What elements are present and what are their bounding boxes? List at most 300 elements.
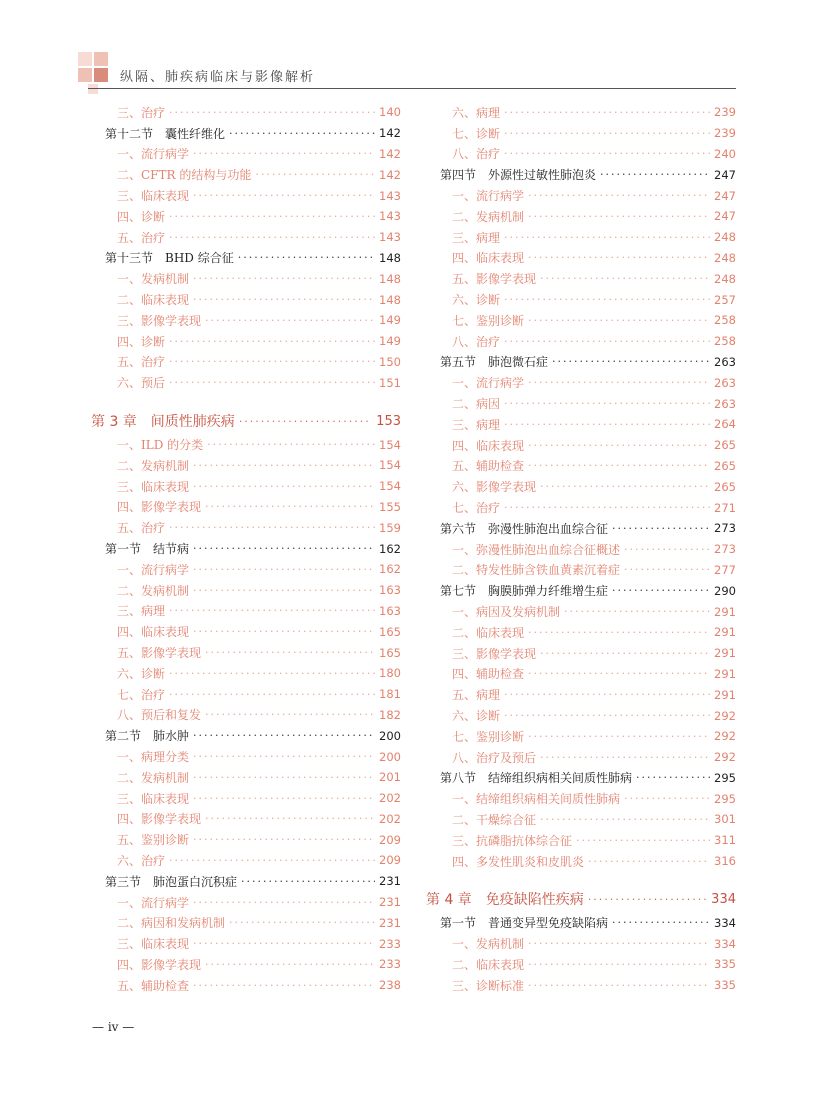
dot-leader bbox=[540, 751, 710, 764]
toc-section-entry[interactable] bbox=[426, 352, 736, 373]
dot-leader bbox=[193, 189, 375, 202]
toc-entry-title: 四、诊断 bbox=[117, 334, 166, 349]
toc-entry-title: 三、病理 bbox=[452, 417, 501, 432]
toc-entry-title: 四、影像学表现 bbox=[117, 812, 202, 827]
toc-entry-page: 316 bbox=[714, 854, 736, 869]
dot-leader bbox=[612, 584, 710, 597]
dot-leader bbox=[528, 376, 710, 389]
toc-right-column bbox=[426, 102, 736, 996]
dot-leader bbox=[169, 376, 375, 389]
toc-entry-page: 148 bbox=[379, 250, 401, 265]
dot-leader bbox=[540, 813, 710, 826]
toc-subsection-entry[interactable] bbox=[91, 455, 401, 476]
toc-entry-page: 143 bbox=[379, 188, 401, 203]
toc-subsection-entry[interactable] bbox=[426, 726, 736, 747]
toc-entry-page: 142 bbox=[379, 126, 401, 141]
toc-entry-page: 149 bbox=[379, 334, 401, 349]
toc-subsection-entry[interactable] bbox=[91, 310, 401, 331]
toc-subsection-entry[interactable] bbox=[91, 975, 401, 996]
toc-subsection-entry[interactable] bbox=[91, 559, 401, 580]
dot-leader bbox=[193, 937, 375, 950]
toc-subsection-entry[interactable] bbox=[426, 248, 736, 269]
toc-subsection-entry[interactable] bbox=[426, 123, 736, 144]
toc-subsection-entry[interactable] bbox=[91, 892, 401, 913]
dot-leader bbox=[205, 646, 375, 659]
dot-leader bbox=[528, 626, 710, 639]
dot-leader bbox=[528, 937, 710, 950]
toc-subsection-entry[interactable] bbox=[426, 476, 736, 497]
toc-entry-page: 202 bbox=[379, 791, 401, 806]
toc-entry-title: 七、鉴别诊断 bbox=[452, 313, 525, 328]
toc-entry-title: 三、病理 bbox=[117, 604, 166, 619]
toc-entry-page: 201 bbox=[379, 770, 401, 785]
dot-leader bbox=[169, 231, 375, 244]
toc-entry-page: 240 bbox=[714, 146, 736, 161]
toc-subsection-entry[interactable] bbox=[426, 144, 736, 165]
dot-leader bbox=[169, 210, 375, 223]
dot-leader bbox=[552, 355, 710, 368]
toc-entry-page: 181 bbox=[379, 687, 401, 702]
toc-subsection-entry[interactable] bbox=[91, 206, 401, 227]
toc-entry-page: 155 bbox=[379, 499, 401, 514]
toc-entry-title: 八、治疗 bbox=[452, 147, 501, 162]
toc-section-entry[interactable] bbox=[426, 164, 736, 185]
running-header-title: 纵隔、肺疾病临床与影像解析 bbox=[120, 70, 316, 85]
toc-entry-page: 247 bbox=[714, 209, 736, 224]
toc-entry-page: 311 bbox=[714, 833, 736, 848]
toc-entry-title: 一、发病机制 bbox=[117, 272, 190, 287]
toc-entry-title: 五、病理 bbox=[452, 688, 501, 703]
toc-entry-page: 295 bbox=[714, 791, 736, 806]
dot-leader bbox=[193, 896, 375, 909]
toc-entry-title: 一、弥漫性肺泡出血综合征概述 bbox=[452, 542, 621, 557]
toc-entry-title: 四、诊断 bbox=[117, 209, 166, 224]
toc-entry-title: 三、临床表现 bbox=[117, 189, 190, 204]
dot-leader bbox=[229, 127, 375, 140]
toc-entry-page: 271 bbox=[714, 500, 736, 515]
toc-subsection-entry[interactable] bbox=[426, 747, 736, 768]
toc-subsection-entry[interactable] bbox=[91, 809, 401, 830]
toc-entry-title: 二、发病机制 bbox=[117, 770, 190, 785]
toc-entry-page: 263 bbox=[714, 375, 736, 390]
toc-entry-title: 四、临床表现 bbox=[452, 438, 525, 453]
toc-entry-title: 第三节 肺泡蛋白沉积症 bbox=[105, 874, 238, 889]
toc-subsection-entry[interactable] bbox=[91, 372, 401, 393]
toc-subsection-entry[interactable] bbox=[426, 456, 736, 477]
toc-entry-title: 三、影像学表现 bbox=[452, 646, 537, 661]
toc-subsection-entry[interactable] bbox=[426, 289, 736, 310]
toc-subsection-entry[interactable] bbox=[426, 497, 736, 518]
toc-entry-page: 200 bbox=[379, 728, 401, 743]
toc-entry-page: 143 bbox=[379, 230, 401, 245]
dot-leader bbox=[528, 210, 710, 223]
dot-leader bbox=[193, 480, 375, 493]
toc-entry-page: 239 bbox=[714, 126, 736, 141]
toc-subsection-entry[interactable] bbox=[91, 497, 401, 518]
toc-entry-page: 148 bbox=[379, 271, 401, 286]
dot-leader bbox=[528, 958, 710, 971]
toc-entry-page: 148 bbox=[379, 292, 401, 307]
dot-leader bbox=[504, 709, 710, 722]
toc-subsection-entry[interactable] bbox=[91, 829, 401, 850]
toc-section-entry[interactable] bbox=[426, 912, 736, 933]
toc-entry-page: 154 bbox=[379, 479, 401, 494]
toc-subsection-entry[interactable] bbox=[426, 851, 736, 872]
toc-entry-title: 六、病理 bbox=[452, 105, 501, 120]
dot-leader bbox=[239, 415, 372, 428]
dot-leader bbox=[504, 293, 710, 306]
toc-entry-page: 153 bbox=[376, 413, 401, 429]
dot-leader bbox=[600, 168, 710, 181]
toc-entry-page: 291 bbox=[714, 687, 736, 702]
toc-entry-page: 238 bbox=[379, 978, 401, 993]
dot-leader bbox=[169, 355, 375, 368]
toc-subsection-entry[interactable] bbox=[91, 601, 401, 622]
toc-entry-title: 三、诊断标准 bbox=[452, 978, 525, 993]
dot-leader bbox=[528, 189, 710, 202]
dot-leader bbox=[540, 272, 710, 285]
dot-leader bbox=[528, 667, 710, 680]
toc-entry-title: 三、影像学表现 bbox=[117, 313, 202, 328]
dot-leader bbox=[504, 127, 710, 140]
toc-entry-page: 180 bbox=[379, 666, 401, 681]
toc-entry-title: 三、临床表现 bbox=[117, 791, 190, 806]
dot-leader bbox=[612, 916, 710, 929]
toc-subsection-entry[interactable] bbox=[426, 331, 736, 352]
toc-entry-title: 第六节 弥漫性肺泡出血综合征 bbox=[440, 521, 609, 536]
toc-entry-title: 四、辅助检查 bbox=[452, 667, 525, 682]
dot-leader bbox=[169, 106, 375, 119]
toc-entry-title: 五、辅助检查 bbox=[117, 978, 190, 993]
toc-subsection-entry[interactable] bbox=[426, 933, 736, 954]
toc-chapter-entry[interactable] bbox=[426, 888, 736, 910]
toc-entry-title: 六、治疗 bbox=[117, 853, 166, 868]
toc-entry-title: 二、临床表现 bbox=[452, 957, 525, 972]
toc-entry-title: 第七节 胸膜肺弹力纤维增生症 bbox=[440, 584, 609, 599]
toc-section-entry[interactable] bbox=[91, 725, 401, 746]
toc-entry-title: 五、鉴别诊断 bbox=[117, 833, 190, 848]
toc-entry-page: 273 bbox=[714, 542, 736, 557]
dot-leader bbox=[588, 855, 710, 868]
toc-entry-page: 231 bbox=[379, 895, 401, 910]
dot-leader bbox=[229, 916, 375, 929]
toc-subsection-entry[interactable] bbox=[426, 435, 736, 456]
toc-entry-page: 292 bbox=[714, 729, 736, 744]
dot-leader bbox=[169, 667, 375, 680]
toc-section-entry[interactable] bbox=[426, 580, 736, 601]
toc-entry-page: 334 bbox=[714, 936, 736, 951]
toc-entry-title: 二、发病机制 bbox=[452, 209, 525, 224]
toc-entry-page: 248 bbox=[714, 271, 736, 286]
toc-entry-page: 301 bbox=[714, 812, 736, 827]
toc-entry-page: 182 bbox=[379, 707, 401, 722]
toc-entry-title: 第十二节 囊性纤维化 bbox=[105, 126, 226, 141]
toc-subsection-entry[interactable] bbox=[91, 185, 401, 206]
toc-subsection-entry[interactable] bbox=[91, 580, 401, 601]
dot-leader bbox=[588, 893, 707, 906]
toc-entry-title: 六、诊断 bbox=[452, 709, 501, 723]
toc-entry-title: 第 4 章 免疫缺陷性疾病 bbox=[426, 892, 584, 909]
toc-entry-page: 200 bbox=[379, 749, 401, 764]
toc-entry-page: 143 bbox=[379, 209, 401, 224]
toc-subsection-entry[interactable] bbox=[91, 102, 401, 123]
dot-leader bbox=[169, 854, 375, 867]
dot-leader bbox=[504, 501, 710, 514]
toc-entry-title: 五、辅助检查 bbox=[452, 459, 525, 474]
toc-entry-title: 六、影像学表现 bbox=[452, 480, 537, 495]
toc-subsection-entry[interactable] bbox=[91, 227, 401, 248]
toc-subsection-entry[interactable] bbox=[426, 560, 736, 581]
toc-section-entry[interactable] bbox=[426, 518, 736, 539]
toc-entry-page: 239 bbox=[714, 105, 736, 120]
toc-entry-title: 二、发病机制 bbox=[117, 458, 190, 473]
toc-subsection-entry[interactable] bbox=[91, 705, 401, 726]
toc-subsection-entry[interactable] bbox=[91, 289, 401, 310]
toc-entry-title: 第十三节 BHD 综合征 bbox=[105, 251, 234, 266]
toc-entry-title: 一、ILD 的分类 bbox=[117, 438, 204, 453]
toc-subsection-entry[interactable] bbox=[426, 539, 736, 560]
toc-entry-title: 一、流行病学 bbox=[452, 376, 525, 391]
dot-leader bbox=[528, 439, 710, 452]
dot-leader bbox=[540, 647, 710, 660]
toc-subsection-entry[interactable] bbox=[426, 830, 736, 851]
toc-subsection-entry[interactable] bbox=[426, 622, 736, 643]
toc-entry-page: 140 bbox=[379, 105, 401, 120]
toc-entry-title: 三、临床表现 bbox=[117, 479, 190, 494]
dot-leader bbox=[205, 500, 375, 513]
toc-entry-title: 四、临床表现 bbox=[452, 251, 525, 266]
dot-leader bbox=[238, 251, 375, 264]
toc-subsection-entry[interactable] bbox=[91, 642, 401, 663]
toc-entry-page: 257 bbox=[714, 292, 736, 307]
toc-entry-page: 159 bbox=[379, 520, 401, 535]
toc-entry-title: 七、治疗 bbox=[452, 501, 501, 516]
toc-entry-title: 一、病因及发病机制 bbox=[452, 605, 561, 620]
dot-leader bbox=[576, 834, 710, 847]
toc-entry-page: 231 bbox=[379, 915, 401, 930]
toc-entry-title: 四、多发性肌炎和皮肌炎 bbox=[452, 854, 585, 869]
toc-entry-page: 273 bbox=[714, 521, 736, 536]
toc-subsection-entry[interactable] bbox=[426, 809, 736, 830]
toc-subsection-entry[interactable] bbox=[91, 933, 401, 954]
toc-subsection-entry[interactable] bbox=[91, 788, 401, 809]
dot-leader bbox=[612, 522, 710, 535]
toc-subsection-entry[interactable] bbox=[91, 268, 401, 289]
toc-entry-page: 154 bbox=[379, 437, 401, 452]
dot-leader bbox=[193, 833, 375, 846]
dot-leader bbox=[193, 293, 375, 306]
toc-entry-page: 265 bbox=[714, 438, 736, 453]
dot-leader bbox=[169, 335, 375, 348]
toc-section-entry[interactable] bbox=[91, 123, 401, 144]
toc-entry-title: 第 3 章 间质性肺疾病 bbox=[91, 414, 235, 431]
toc-subsection-entry[interactable] bbox=[91, 352, 401, 373]
toc-entry-title: 一、流行病学 bbox=[117, 147, 190, 162]
toc-chapter-entry[interactable] bbox=[91, 410, 401, 432]
toc-entry-title: 第五节 肺泡微石症 bbox=[440, 355, 549, 370]
dot-leader bbox=[193, 729, 375, 742]
toc-subsection-entry[interactable] bbox=[426, 954, 736, 975]
dot-leader bbox=[193, 771, 375, 784]
toc-entry-page: 202 bbox=[379, 811, 401, 826]
toc-entry-page: 264 bbox=[714, 417, 736, 432]
toc-subsection-entry[interactable] bbox=[426, 310, 736, 331]
toc-entry-page: 142 bbox=[379, 167, 401, 182]
toc-entry-page: 233 bbox=[379, 957, 401, 972]
toc-entry-page: 165 bbox=[379, 624, 401, 639]
toc-entry-title: 第四节 外源性过敏性肺泡炎 bbox=[440, 168, 597, 183]
toc-entry-page: 335 bbox=[714, 978, 736, 993]
toc-entry-title: 五、影像学表现 bbox=[452, 272, 537, 287]
toc-entry-title: 五、治疗 bbox=[117, 230, 166, 245]
toc-subsection-entry[interactable] bbox=[91, 621, 401, 642]
toc-entry-page: 150 bbox=[379, 354, 401, 369]
toc-subsection-entry[interactable] bbox=[426, 975, 736, 996]
toc-entry-title: 二、发病机制 bbox=[117, 583, 190, 598]
dot-leader bbox=[169, 688, 375, 701]
toc-subsection-entry[interactable] bbox=[426, 414, 736, 435]
toc-entry-title: 二、病因 bbox=[452, 397, 501, 412]
toc-subsection-entry[interactable] bbox=[426, 664, 736, 685]
toc-entry-title: 第八节 结缔组织病相关间质性肺病 bbox=[440, 771, 633, 786]
toc-entry-page: 258 bbox=[714, 313, 736, 328]
toc-entry-title: 三、病理 bbox=[452, 230, 501, 245]
dot-leader bbox=[193, 542, 375, 555]
toc-entry-page: 265 bbox=[714, 479, 736, 494]
dot-leader bbox=[193, 625, 375, 638]
toc-entry-page: 291 bbox=[714, 666, 736, 681]
toc-entry-title: 七、诊断 bbox=[452, 126, 501, 141]
toc-subsection-entry[interactable] bbox=[91, 684, 401, 705]
dot-leader bbox=[241, 875, 375, 888]
toc-entry-title: 二、特发性肺含铁血黄素沉着症 bbox=[452, 563, 621, 578]
toc-subsection-entry[interactable] bbox=[426, 206, 736, 227]
toc-entry-title: 五、治疗 bbox=[117, 355, 166, 370]
dot-leader bbox=[207, 438, 375, 451]
dot-leader bbox=[504, 335, 710, 348]
dot-leader bbox=[504, 397, 710, 410]
toc-entry-title: 二、临床表现 bbox=[452, 625, 525, 640]
toc-entry-title: 二、干燥综合征 bbox=[452, 812, 537, 827]
toc-entry-page: 248 bbox=[714, 230, 736, 245]
toc-subsection-entry[interactable] bbox=[91, 850, 401, 871]
toc-entry-title: 八、治疗及预后 bbox=[452, 750, 537, 765]
toc-entry-title: 一、结缔组织病相关间质性肺病 bbox=[452, 792, 621, 807]
toc-entry-page: 231 bbox=[379, 874, 401, 889]
toc-subsection-entry[interactable] bbox=[426, 185, 736, 206]
dot-leader bbox=[564, 605, 710, 618]
dot-leader bbox=[193, 459, 375, 472]
toc-entry-page: 248 bbox=[714, 250, 736, 265]
toc-subsection-entry[interactable] bbox=[426, 393, 736, 414]
dot-leader bbox=[624, 792, 710, 805]
toc-entry-title: 五、治疗 bbox=[117, 521, 166, 536]
toc-subsection-entry[interactable] bbox=[426, 684, 736, 705]
toc-subsection-entry[interactable] bbox=[91, 746, 401, 767]
toc-subsection-entry[interactable] bbox=[426, 705, 736, 726]
toc-entry-page: 209 bbox=[379, 853, 401, 868]
toc-entry-page: 277 bbox=[714, 562, 736, 577]
toc-section-entry[interactable] bbox=[91, 248, 401, 269]
toc-entry-page: 149 bbox=[379, 313, 401, 328]
dot-leader bbox=[193, 750, 375, 763]
toc-entry-title: 四、影像学表现 bbox=[117, 957, 202, 972]
dot-leader bbox=[193, 272, 375, 285]
toc-entry-page: 142 bbox=[379, 146, 401, 161]
toc-entry-page: 162 bbox=[379, 562, 401, 577]
toc-section-entry[interactable] bbox=[91, 538, 401, 559]
dot-leader bbox=[504, 147, 710, 160]
toc-subsection-entry[interactable] bbox=[91, 164, 401, 185]
toc-entry-page: 265 bbox=[714, 458, 736, 473]
toc-entry-title: 第一节 结节病 bbox=[105, 542, 190, 557]
toc-subsection-entry[interactable] bbox=[91, 912, 401, 933]
dot-leader bbox=[528, 251, 710, 264]
toc-section-entry[interactable] bbox=[426, 768, 736, 789]
dot-leader bbox=[193, 979, 375, 992]
toc-subsection-entry[interactable] bbox=[426, 227, 736, 248]
toc-subsection-entry[interactable] bbox=[426, 102, 736, 123]
toc-entry-title: 三、治疗 bbox=[117, 105, 166, 120]
toc-entry-page: 263 bbox=[714, 354, 736, 369]
toc-subsection-entry[interactable] bbox=[426, 601, 736, 622]
dot-leader bbox=[193, 563, 375, 576]
dot-leader bbox=[528, 979, 710, 992]
dot-leader bbox=[205, 812, 375, 825]
toc-subsection-entry[interactable] bbox=[91, 434, 401, 455]
toc-subsection-entry[interactable] bbox=[426, 372, 736, 393]
toc-entry-page: 334 bbox=[714, 915, 736, 930]
toc-subsection-entry[interactable] bbox=[426, 788, 736, 809]
toc-subsection-entry[interactable] bbox=[91, 954, 401, 975]
toc-entry-title: 五、影像学表现 bbox=[117, 646, 202, 661]
toc-entry-title: 八、治疗 bbox=[452, 334, 501, 349]
toc-section-entry[interactable] bbox=[91, 871, 401, 892]
toc-subsection-entry[interactable] bbox=[91, 517, 401, 538]
dot-leader bbox=[624, 563, 710, 576]
toc-subsection-entry[interactable] bbox=[91, 767, 401, 788]
dot-leader bbox=[205, 958, 375, 971]
dot-leader bbox=[193, 147, 375, 160]
toc-subsection-entry[interactable] bbox=[91, 663, 401, 684]
toc-entry-title: 七、鉴别诊断 bbox=[452, 729, 525, 744]
toc-entry-title: 二、CFTR 的结构与功能 bbox=[117, 168, 252, 183]
dot-leader bbox=[540, 480, 710, 493]
toc-subsection-entry[interactable] bbox=[91, 331, 401, 352]
toc-entry-page: 162 bbox=[379, 541, 401, 556]
toc-entry-title: 一、发病机制 bbox=[452, 937, 525, 952]
page-number: — iv — bbox=[92, 1020, 135, 1034]
toc-subsection-entry[interactable] bbox=[91, 476, 401, 497]
toc-entry-title: 六、诊断 bbox=[117, 666, 166, 681]
dot-leader bbox=[255, 168, 375, 181]
toc-entry-page: 233 bbox=[379, 936, 401, 951]
toc-entry-title: 四、影像学表现 bbox=[117, 500, 202, 515]
dot-leader bbox=[636, 771, 710, 784]
header-rule bbox=[88, 88, 736, 89]
toc-entry-page: 247 bbox=[714, 188, 736, 203]
toc-entry-title: 六、预后 bbox=[117, 376, 166, 391]
toc-entry-page: 163 bbox=[379, 603, 401, 618]
toc-subsection-entry[interactable] bbox=[426, 643, 736, 664]
toc-entry-title: 三、抗磷脂抗体综合征 bbox=[452, 833, 573, 848]
dot-leader bbox=[193, 584, 375, 597]
toc-entry-title: 八、预后和复发 bbox=[117, 708, 202, 723]
toc-entry-page: 209 bbox=[379, 832, 401, 847]
toc-subsection-entry[interactable] bbox=[91, 144, 401, 165]
toc-subsection-entry[interactable] bbox=[426, 268, 736, 289]
toc-entry-page: 290 bbox=[714, 583, 736, 598]
